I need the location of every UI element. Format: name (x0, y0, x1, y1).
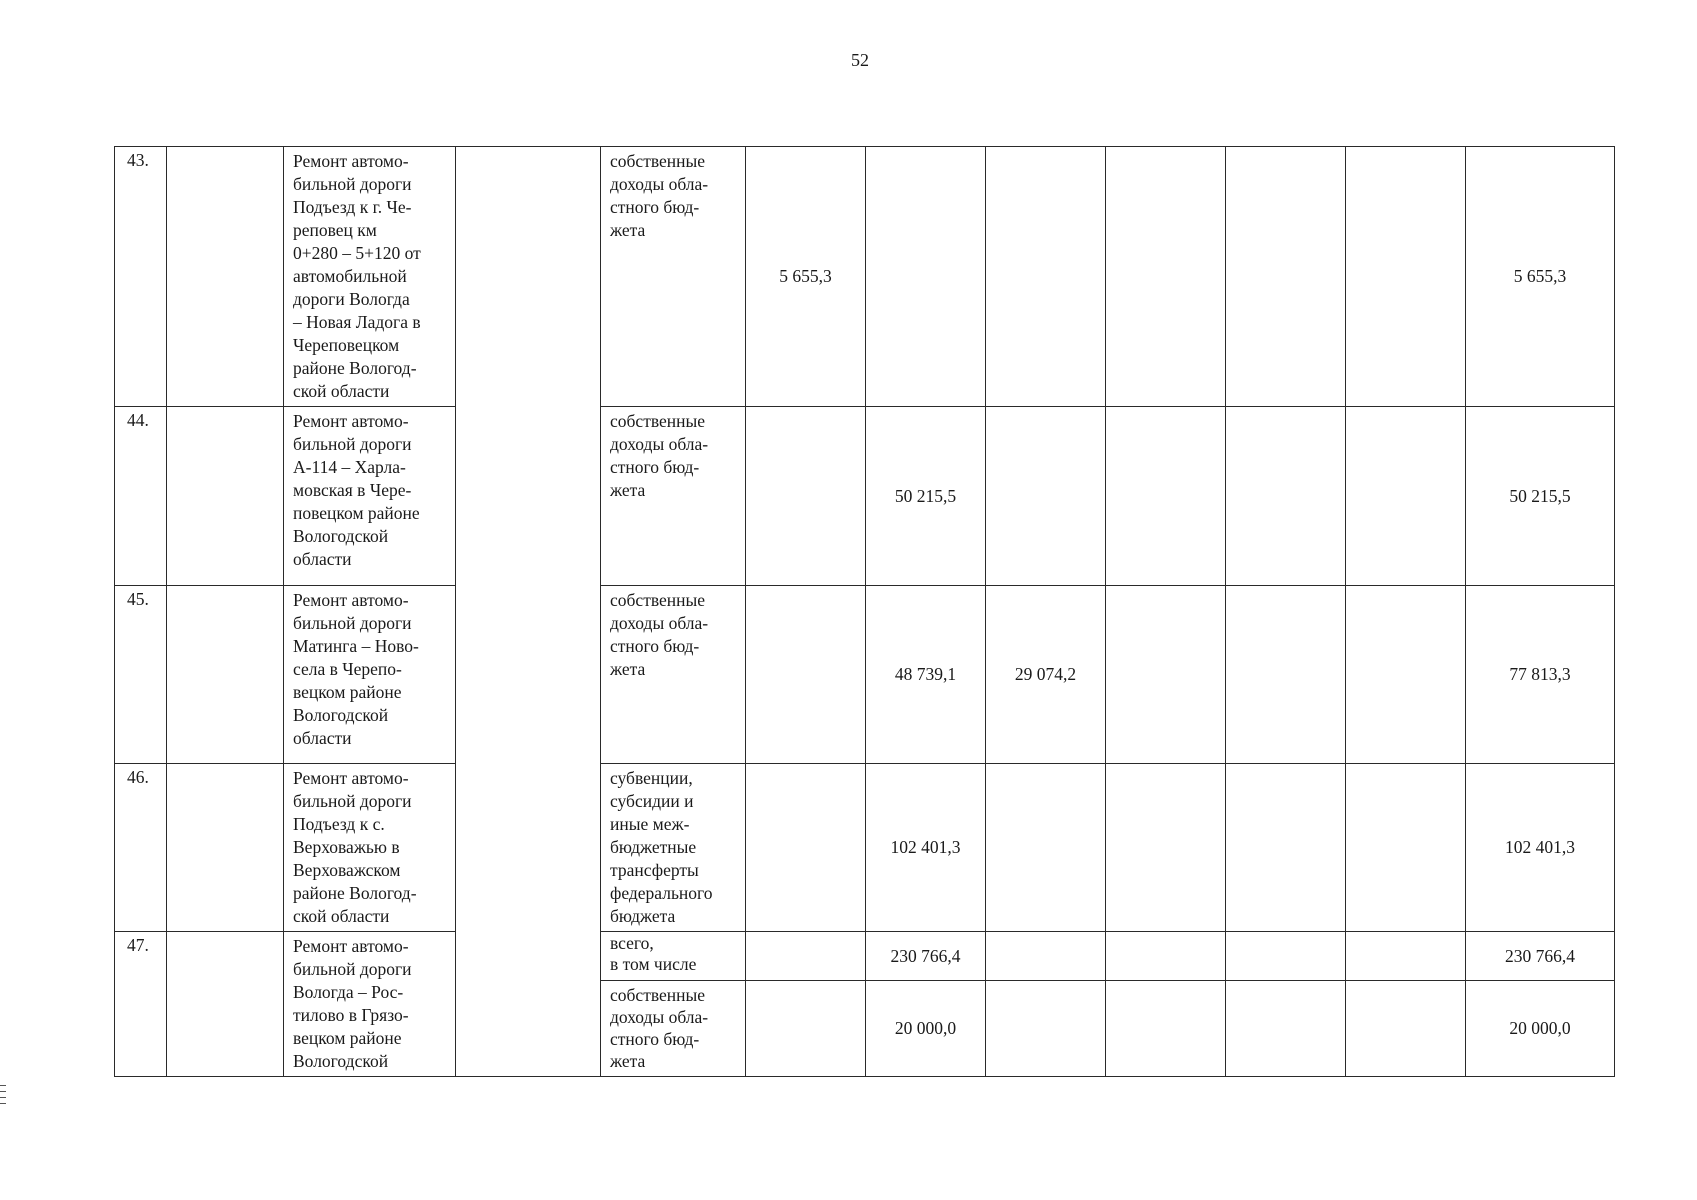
text-line: доходы обла- (610, 1007, 709, 1028)
empty-cell (1346, 981, 1466, 1077)
total-cell: 50 215,5 (1466, 407, 1615, 586)
text-line: бильной дороги (293, 791, 412, 811)
text-line: бюджета (610, 906, 676, 926)
object-name (284, 932, 456, 1077)
text-line: вецком районе (293, 682, 402, 702)
empty-cell (1226, 764, 1346, 932)
text-line: – Новая Ладога в (293, 312, 421, 332)
object-name (284, 586, 456, 764)
text-line: Ремонт автомо- (293, 936, 409, 956)
empty-cell (167, 407, 284, 586)
text-line: субвенции, (610, 768, 693, 788)
empty-cell (1226, 981, 1346, 1077)
text-line: Подъезд к с. (293, 814, 385, 834)
row-index: 46. (115, 764, 167, 932)
row-index: 45. (115, 586, 167, 764)
object-name (284, 764, 456, 932)
value-cell (986, 147, 1106, 407)
table-row (115, 764, 1615, 932)
value-cell: 230 766,4 (866, 932, 986, 981)
text-line: доходы обла- (610, 174, 709, 194)
text-line: автомобильной (293, 266, 407, 286)
value-cell: 50 215,5 (866, 407, 986, 586)
value-cell (746, 407, 866, 586)
scan-mark (0, 1103, 6, 1104)
empty-cell (1346, 147, 1466, 407)
text-line: иные меж- (610, 814, 690, 834)
value-cell (746, 586, 866, 764)
text-line: доходы обла- (610, 613, 709, 633)
text-line: Вологда – Рос- (293, 982, 404, 1002)
empty-cell (167, 147, 284, 407)
text-line: Вологодской (293, 1051, 389, 1071)
empty-cell (1226, 407, 1346, 586)
text-line: области (293, 549, 352, 569)
total-cell: 102 401,3 (1466, 764, 1615, 932)
empty-cell (1346, 932, 1466, 981)
text-line: районе Вологод- (293, 358, 417, 378)
text-line: Верховажью в (293, 837, 400, 857)
empty-cell (1106, 147, 1226, 407)
empty-cell (167, 932, 284, 1077)
funding-source (601, 932, 746, 981)
empty-cell (1226, 932, 1346, 981)
empty-cell (1106, 407, 1226, 586)
scan-mark (0, 1097, 6, 1098)
funding-source (601, 586, 746, 764)
text-line: 0+280 – 5+120 от (293, 243, 421, 263)
row-index: 43. (115, 147, 167, 407)
empty-cell (167, 586, 284, 764)
value-cell: 20 000,0 (866, 981, 986, 1077)
text-line: Вологодской (293, 526, 389, 546)
text-line: доходы обла- (610, 434, 709, 454)
text-line: Ремонт автомо- (293, 590, 409, 610)
text-line: Подъезд к г. Че- (293, 197, 412, 217)
empty-cell (1106, 932, 1226, 981)
funding-source (601, 981, 746, 1077)
text-line: Вологодской (293, 705, 389, 725)
text-line: стного бюд- (610, 1029, 700, 1050)
text-line: мовская в Чере- (293, 480, 412, 500)
table-row (115, 586, 1615, 764)
empty-cell (1346, 407, 1466, 586)
text-line: жета (610, 480, 646, 500)
object-name (284, 407, 456, 586)
text-line: в том числе (610, 954, 697, 974)
empty-cell (167, 764, 284, 932)
text-line: Матинга – Ново- (293, 636, 419, 656)
empty-cell (1346, 586, 1466, 764)
value-cell: 102 401,3 (866, 764, 986, 932)
text-line: жета (610, 220, 646, 240)
value-cell (746, 932, 866, 981)
text-line: собственные (610, 985, 706, 1006)
value-cell (986, 932, 1106, 981)
empty-merged-cell (456, 147, 601, 1077)
total-cell: 5 655,3 (1466, 147, 1615, 407)
text-line: Верховажском (293, 860, 401, 880)
empty-cell (1106, 764, 1226, 932)
text-line: А-114 – Харла- (293, 457, 406, 477)
text-line: собственные (610, 151, 706, 171)
value-cell: 29 074,2 (986, 586, 1106, 764)
empty-cell (1346, 764, 1466, 932)
total-cell: 230 766,4 (1466, 932, 1615, 981)
text-line: бильной дороги (293, 959, 412, 979)
text-line: бильной дороги (293, 613, 412, 633)
text-line: села в Черепо- (293, 659, 402, 679)
text-line: Ремонт автомо- (293, 151, 409, 171)
text-line: тилово в Грязо- (293, 1005, 409, 1025)
empty-cell (1226, 147, 1346, 407)
text-line: жета (610, 659, 646, 679)
table-row (115, 932, 1615, 981)
value-cell: 5 655,3 (746, 147, 866, 407)
value-cell (746, 981, 866, 1077)
value-cell (986, 764, 1106, 932)
total-cell: 77 813,3 (1466, 586, 1615, 764)
text-line: ской области (293, 381, 390, 401)
text-line: собственные (610, 590, 706, 610)
text-line: Череповецком (293, 335, 400, 355)
empty-cell (1106, 981, 1226, 1077)
text-line: Ремонт автомо- (293, 768, 409, 788)
object-name (284, 147, 456, 407)
text-line: стного бюд- (610, 636, 700, 656)
text-line: повецком районе (293, 503, 420, 523)
text-line: собственные (610, 411, 706, 431)
text-line: бильной дороги (293, 434, 412, 454)
text-line: федерального (610, 883, 713, 903)
text-line: стного бюд- (610, 197, 700, 217)
text-line: ской области (293, 906, 390, 926)
value-cell (986, 407, 1106, 586)
value-cell: 48 739,1 (866, 586, 986, 764)
text-line: районе Вологод- (293, 883, 417, 903)
text-line: субсидии и (610, 791, 694, 811)
text-line: реповец км (293, 220, 377, 240)
text-line: всего, (610, 933, 654, 953)
funding-source (601, 764, 746, 932)
total-cell: 20 000,0 (1466, 981, 1615, 1077)
text-line: стного бюд- (610, 457, 700, 477)
text-line: области (293, 728, 352, 748)
funding-source (601, 407, 746, 586)
page-number: 52 (851, 50, 869, 70)
value-cell (866, 147, 986, 407)
text-line: дороги Вологда (293, 289, 410, 309)
empty-cell (1226, 586, 1346, 764)
table-row (115, 407, 1615, 586)
text-line: Ремонт автомо- (293, 411, 409, 431)
text-line: вецком районе (293, 1028, 402, 1048)
row-index: 47. (115, 932, 167, 1077)
scan-mark (0, 1091, 6, 1092)
table-row (115, 147, 1615, 407)
funding-source (601, 147, 746, 407)
text-line: трансферты (610, 860, 699, 880)
financing-table (114, 146, 1615, 1077)
value-cell (986, 981, 1106, 1077)
text-line: бюджетные (610, 837, 697, 857)
text-line: жета (610, 1051, 646, 1072)
text-line: бильной дороги (293, 174, 412, 194)
value-cell (746, 764, 866, 932)
row-index: 44. (115, 407, 167, 586)
scan-mark (0, 1085, 6, 1086)
empty-cell (1106, 586, 1226, 764)
